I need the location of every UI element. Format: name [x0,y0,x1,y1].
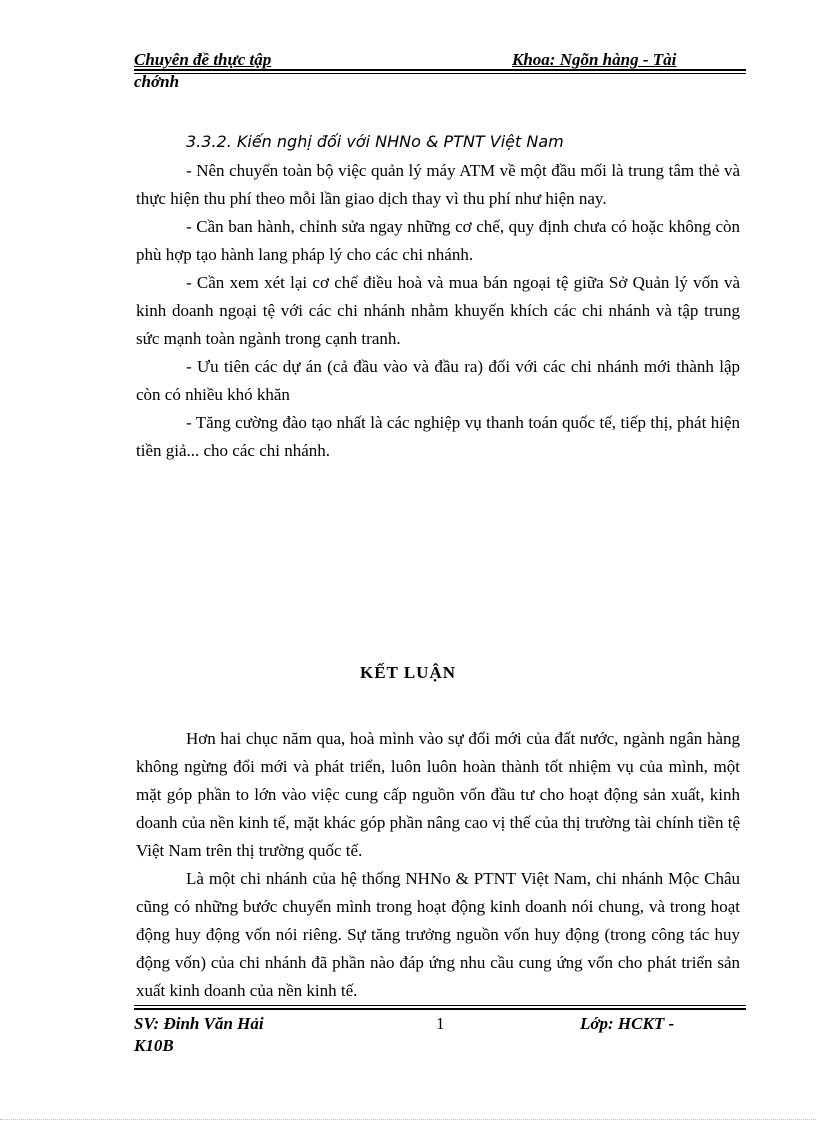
recommendation-item: - Nên chuyển toàn bộ việc quản lý máy ATM về một đầu mối là trung tâm thẻ và thực hiện thu phí theo mỗi lần giao dịch thay vì thu phí như hiện nay. [136,161,740,208]
footer-class-code: K10B [134,1036,174,1055]
conclusion-paragraph: Là một chi nhánh của hệ thống NHNo & PTNT Việt Nam, chi nhánh Mộc Châu cũng có những bước chuyển mình trong hoạt động kinh doanh nói chung, và trong hoạt động huy động vốn nói riêng. Sự tăng trưởng nguồn vốn huy động (trong công tác huy động vốn) của chi nhánh đã phần nào đáp ứng nhu cầu cung ứng vốn cho phát triển sản xuất kinh doanh của nền kinh tế. [136,869,740,1000]
page-footer [134,1005,746,1055]
recommendation-item: - Cần ban hành, chỉnh sửa ngay những cơ chế, quy định chưa có hoặc không còn phù hợp tạo hành lang pháp lý cho các chi nhánh. [136,217,740,264]
conclusion-body [136,725,740,1005]
recommendation-item: - Cần xem xét lại cơ chế điều hoà và mua bán ngoại tệ giữa Sở Quản lý vốn và kinh doanh ngoại tệ với các chi nhánh nhằm khuyến khích các chi nhánh và tập trung sức mạnh toàn ngành trong cạnh tranh. [136,273,740,348]
recommendation-item: - Tăng cường đào tạo nhất là các nghiệp vụ thanh toán quốc tế, tiếp thị, phát hiện tiền giả... cho các chi nhánh. [136,413,740,460]
section-heading: 3.3.2. Kiến nghị đối với NHNo & PTNT Việt Nam [186,132,564,151]
recommendations-body [136,157,740,465]
header-faculty: Khoa: Ngõn hàng - Tài [512,50,677,69]
recommendation-item: - Ưu tiên các dự án (cả đầu vào và đầu ra) đối với các chi nhánh mới thành lập còn có nhiều khó khăn [136,357,740,404]
header-subject-continued: chớnh [134,72,180,91]
header-subject: Chuyên đề thực tập [134,50,272,69]
page-number: 1 [436,1014,445,1033]
page-edge-divider [0,1119,816,1120]
header-rule-thick [134,69,746,71]
footer-rule-thick [134,1008,746,1010]
footer-rule-thin [134,1005,746,1006]
footer-student-name: SV: Đinh Văn Hải [134,1014,264,1033]
page-header [134,50,746,94]
footer-class: Lớp: HCKT - [580,1014,675,1033]
conclusion-paragraph: Hơn hai chục năm qua, hoà mình vào sự đổi mới của đất nước, ngành ngân hàng không ngừng đổi mới và phát triển, luôn luôn hoàn thành tốt nhiệm vụ của mình, một mặt góp phần to lớn vào việc cung cấp nguồn vốn đầu tư cho hoạt động sản xuất, kinh doanh của nền kinh tế, mặt khác góp phần nâng cao vị thế của thị trường tài chính tiền tệ Việt Nam trên thị trường quốc tế. [136,729,740,860]
header-rule-thin [134,73,746,74]
conclusion-title: KẾT LUẬN [359,663,456,682]
